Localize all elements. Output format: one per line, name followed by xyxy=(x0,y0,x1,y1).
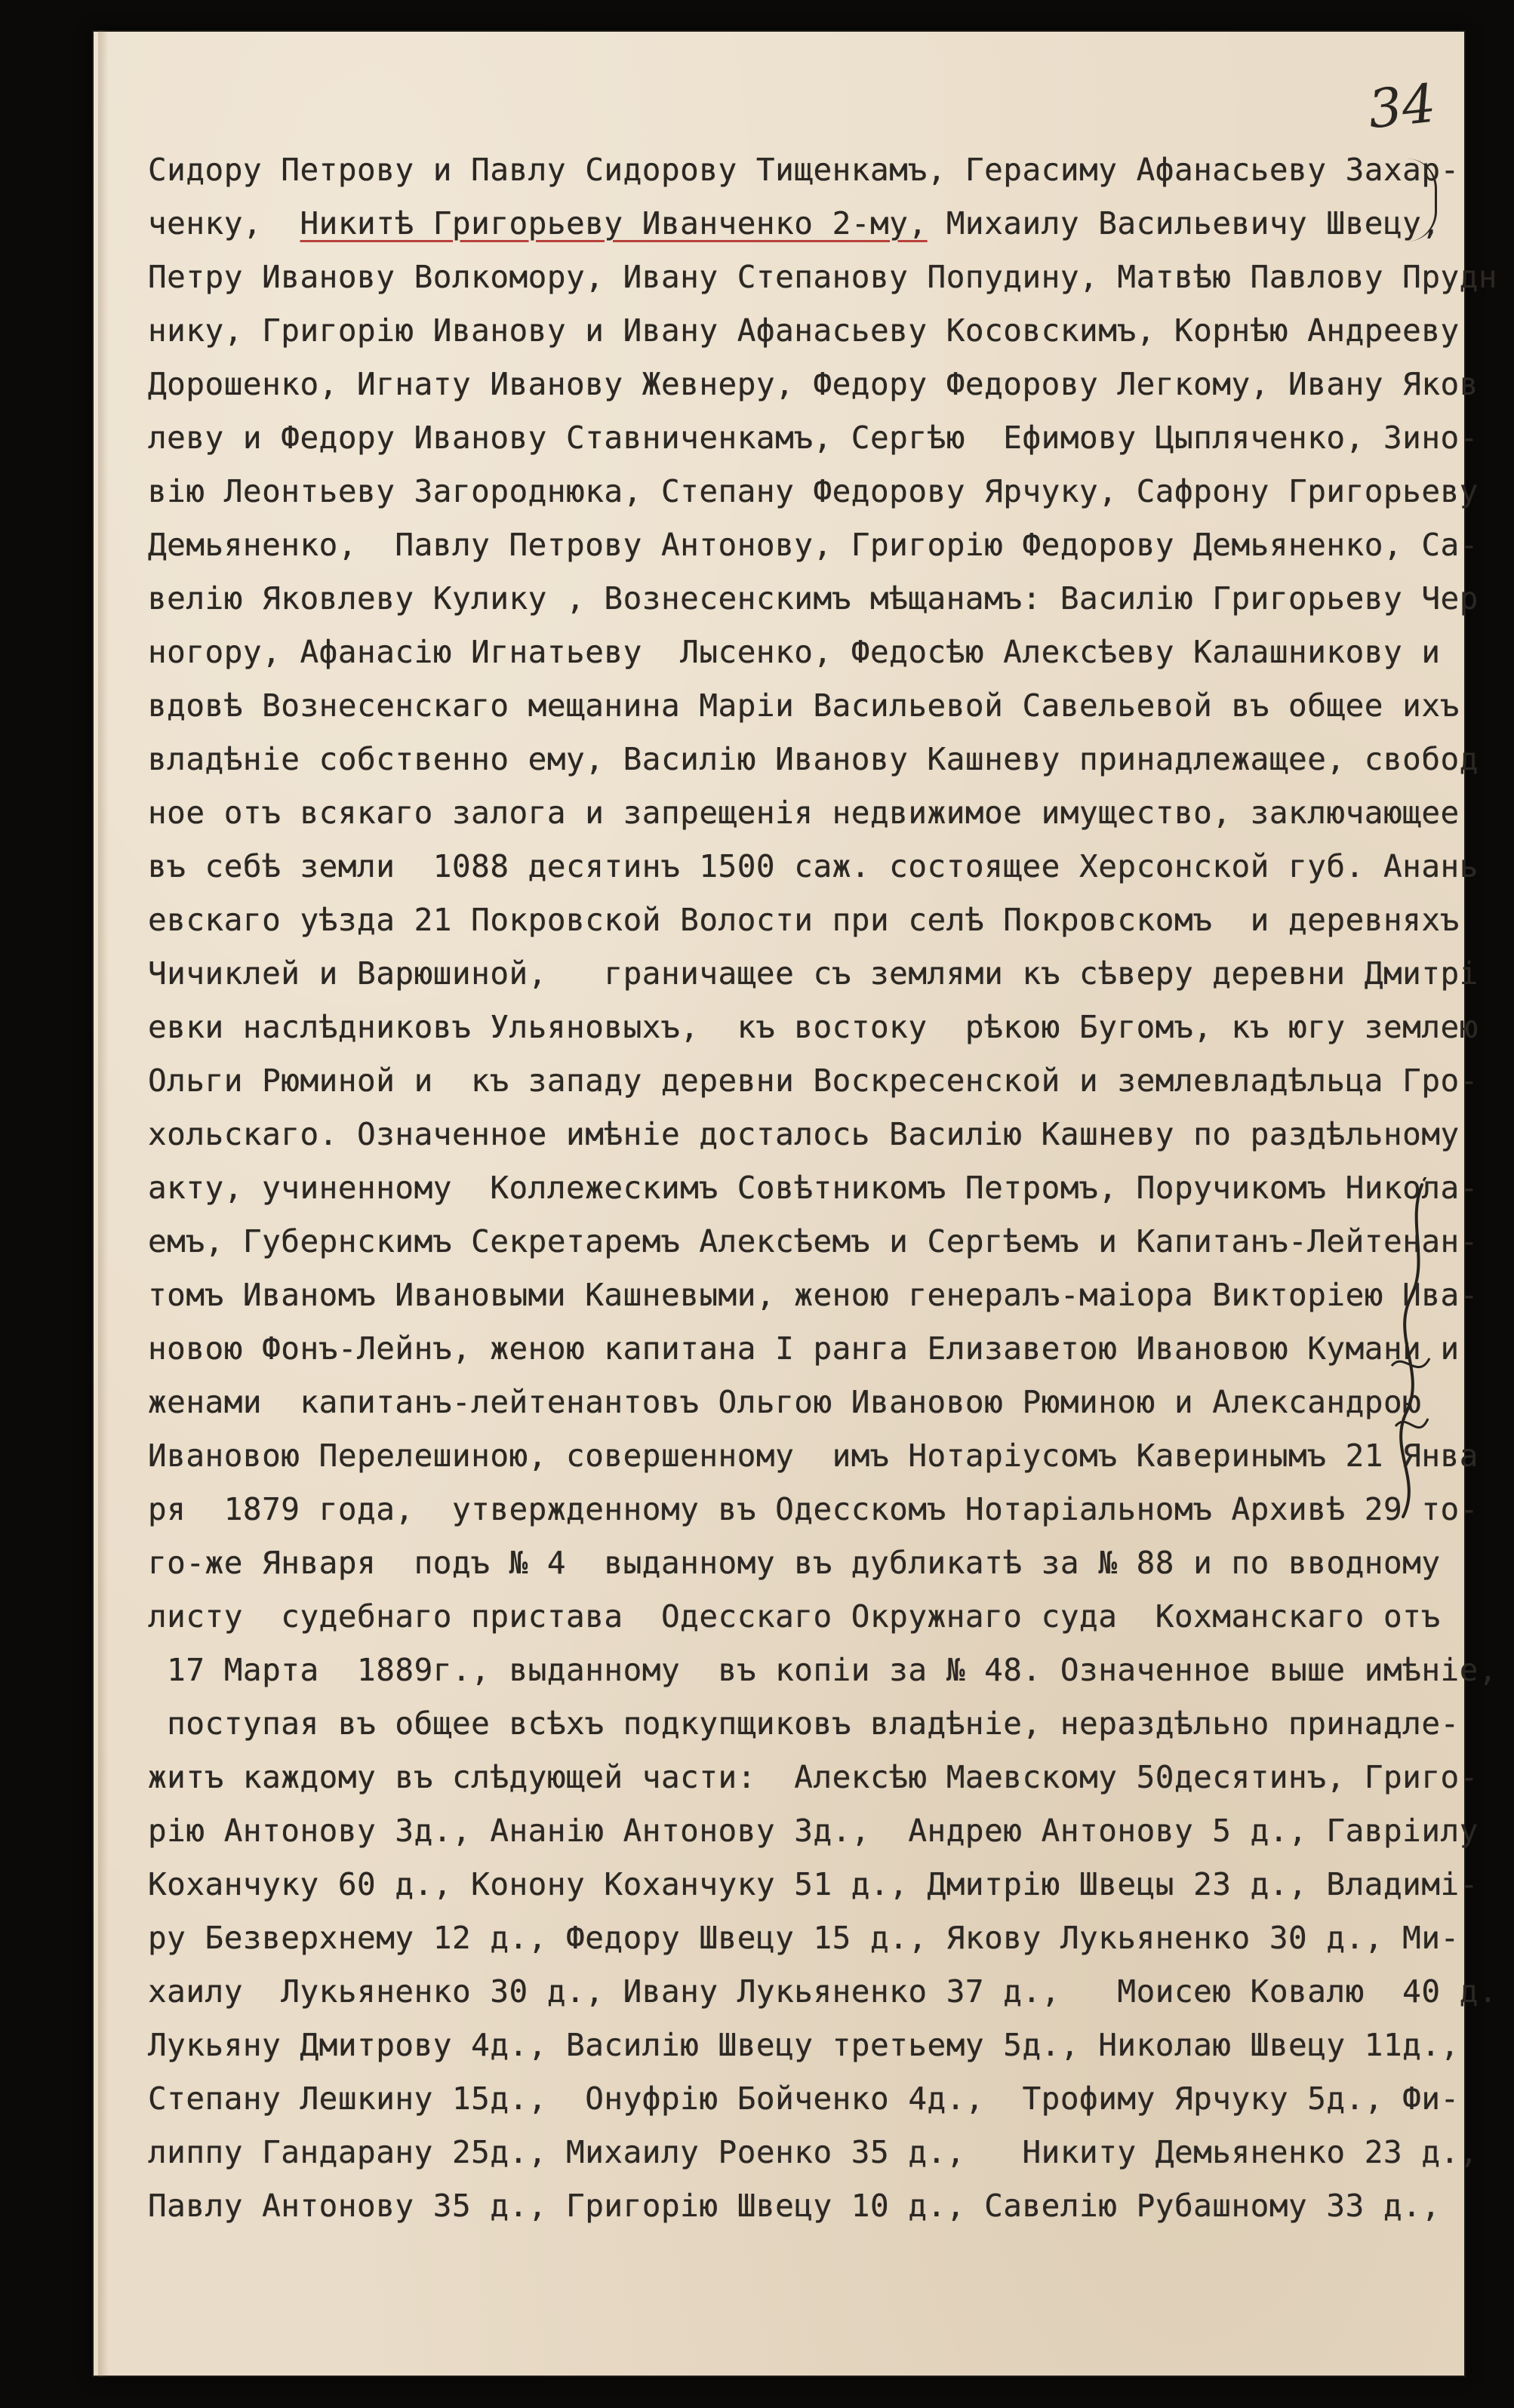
text-line: хаилу Лукьяненко 30 д., Ивану Лукьяненко 37 д., Моисею Ковалю 40 д. xyxy=(148,1973,1498,2010)
text-line: Ольги Рюминой и къ западу деревни Воскресенской и землевладѣльца Гро- xyxy=(148,1063,1479,1099)
text-line: Степану Лешкину 15д., Онуфрію Бойченко 4д., Трофиму Ярчуку 5д., Фи- xyxy=(148,2080,1460,2117)
text-line: емъ, Губернскимъ Секретаремъ Алексѣемъ и Сергѣемъ и Капитанъ-Лейтенан- xyxy=(148,1223,1479,1259)
text-line: вдовѣ Вознесенскаго мещанина Маріи Васильевой Савельевой въ общее ихъ xyxy=(148,687,1460,724)
text-line: хольскаго. Означенное имѣніе досталось Василію Кашневу по раздѣльному xyxy=(148,1116,1460,1152)
text-line: евки наслѣдниковъ Ульяновыхъ, къ востоку рѣкою Бугомъ, къ югу землею xyxy=(148,1009,1479,1045)
text-line: липпу Гандарану 25д., Михаилу Роенко 35 д., Никиту Демьяненко 23 д., xyxy=(148,2134,1479,2170)
underlined-name: Никитѣ Григорьеву Иванченко 2-му, xyxy=(300,205,928,241)
text-line: въ себѣ земли 1088 десятинъ 1500 саж. состоящее Херсонской губ. Анань xyxy=(148,848,1479,884)
text-line: томъ Иваномъ Ивановыми Кашневыми, женою генералъ-маіора Викторіею Ива- xyxy=(148,1277,1479,1313)
text-line: Лукьяну Дмитрову 4д., Василію Швецу третьему 5д., Николаю Швецу 11д., xyxy=(148,2027,1460,2063)
text-line xyxy=(148,197,1441,251)
text-line: новою Фонъ-Лейнъ, женою капитана I ранга Елизаветою Ивановою Кумани и xyxy=(148,1330,1460,1367)
text-line: акту, учиненному Коллежескимъ Совѣтникомъ Петромъ, Поручикомъ Никола- xyxy=(148,1170,1479,1206)
folio-number: 34 xyxy=(1365,72,1439,141)
text-line: поступая въ общее всѣхъ подкупщиковъ владѣніе, нераздѣльно принадле- xyxy=(148,1705,1460,1742)
text-line-start: ченку, xyxy=(148,205,300,241)
text-line: листу судебнаго пристава Одесскаго Окружнаго суда Кохманскаго отъ xyxy=(148,1598,1441,1635)
text-line: рію Антонову 3д., Ананію Антонову 3д., Андрею Антонову 5 д., Гавріилу xyxy=(148,1813,1479,1849)
text-line: Дорошенко, Игнату Иванову Жевнеру, Федору Федорову Легкому, Ивану Яков xyxy=(148,366,1479,402)
text-line: ногору, Афанасію Игнатьеву Лысенко, Федосѣю Алексѣеву Калашникову и xyxy=(148,634,1441,670)
document-page xyxy=(92,30,1498,2377)
text-line: женами капитанъ-лейтенантовъ Ольгою Ивановою Рюминою и Александрою xyxy=(148,1384,1422,1420)
text-line: велію Яковлеву Кулику , Вознесенскимъ мѣщанамъ: Василію Григорьеву Чер xyxy=(148,580,1479,617)
text-line: Демьяненко, Павлу Петрову Антонову, Григорію Федорову Демьяненко, Са- xyxy=(148,527,1479,563)
document-body xyxy=(148,143,1498,2233)
text-line: нику, Григорію Иванову и Ивану Афанасьеву Косовскимъ, Корнѣю Андрееву xyxy=(148,312,1460,349)
text-line: Сидору Петрову и Павлу Сидорову Тищенкамъ, Герасиму Афанасьеву Захар- xyxy=(148,152,1460,188)
text-line: Коханчуку 60 д., Конону Коханчуку 51 д., Дмитрію Швецы 23 д., Владимі- xyxy=(148,1866,1479,1902)
text-line: ру Безверхнему 12 д., Федору Швецу 15 д., Якову Лукьяненко 30 д., Ми- xyxy=(148,1920,1460,1956)
text-line: ное отъ всякаго залога и запрещенія недвижимое имущество, заключающее xyxy=(148,795,1460,831)
signature-icon xyxy=(1377,1177,1445,1524)
text-line-end: Михаилу Васильевичу Швецу, xyxy=(927,205,1441,241)
text-line: Чичиклей и Варюшиной, граничащее съ землями къ сѣверу деревни Дмитрі xyxy=(148,955,1479,992)
text-line: 17 Марта 1889г., выданному въ копіи за № 48. Означенное выше имѣніе, xyxy=(148,1652,1498,1688)
text-line: леву и Федору Иванову Ставниченкамъ, Сергѣю Ефимову Цыпляченко, Зино- xyxy=(148,420,1479,456)
text-line: владѣніе собственно ему, Василію Иванову Кашневу принадлежащее, свобод xyxy=(148,741,1479,777)
text-line: го-же Января подъ № 4 выданному въ дубликатѣ за № 88 и по вводному xyxy=(148,1545,1441,1581)
text-line: вію Леонтьеву Загороднюка, Степану Федорову Ярчуку, Сафрону Григорьеву xyxy=(148,473,1479,509)
text-line: Павлу Антонову 35 д., Григорію Швецу 10 д., Савелію Рубашному 33 д., xyxy=(148,2188,1441,2224)
text-line: Ивановою Перелешиною, совершенному имъ Нотаріусомъ Каверинымъ 21 Янва xyxy=(148,1438,1479,1474)
text-line: житъ каждому въ слѣдующей части: Алексѣю Маевскому 50десятинъ, Григо- xyxy=(148,1759,1479,1795)
text-line: ря 1879 года, утвержденному въ Одесскомъ Нотаріальномъ Архивѣ 29 то- xyxy=(148,1491,1479,1527)
margin-signature xyxy=(1377,1177,1445,1524)
text-line: евскаго уѣзда 21 Покровской Волости при селѣ Покровскомъ и деревняхъ xyxy=(148,902,1460,938)
text-line: Петру Иванову Волкомору, Ивану Степанову Попудину, Матвѣю Павлову Прудн xyxy=(148,259,1498,295)
